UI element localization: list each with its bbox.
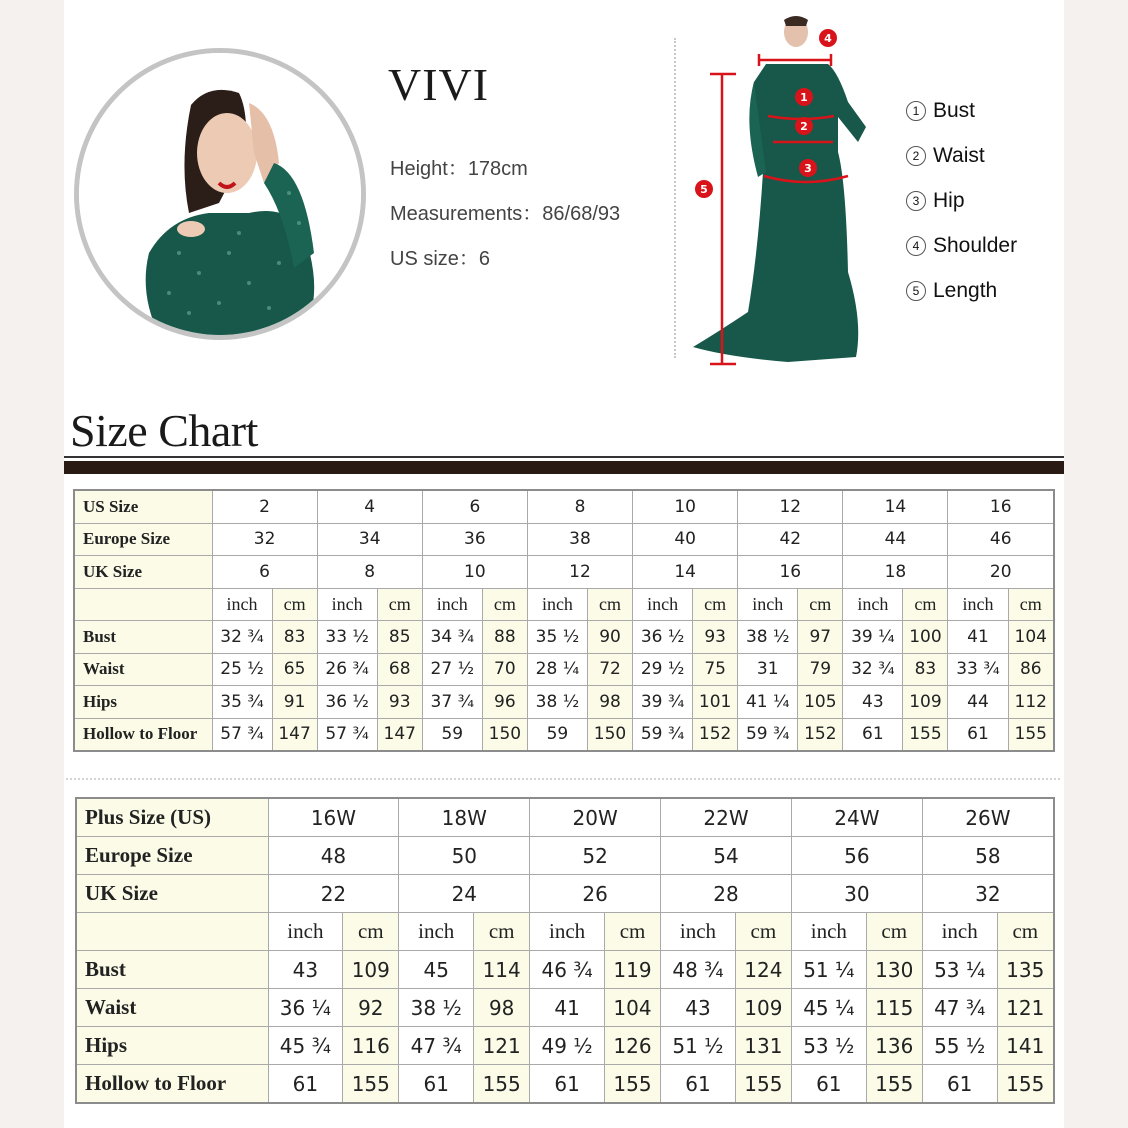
size-cell: 22 bbox=[268, 875, 399, 913]
cm-value: 121 bbox=[997, 989, 1054, 1027]
measurement-diagram bbox=[688, 12, 888, 372]
size-cell: 8 bbox=[317, 556, 422, 589]
row-label-empty bbox=[76, 913, 268, 951]
cm-value: 101 bbox=[693, 686, 738, 719]
inch-value: 55 ½ bbox=[922, 1027, 997, 1065]
inch-value: 53 ½ bbox=[791, 1027, 866, 1065]
size-cell: 8 bbox=[527, 490, 632, 523]
inch-value: 49 ½ bbox=[530, 1027, 605, 1065]
cm-value: 85 bbox=[377, 621, 422, 654]
cm-value: 109 bbox=[343, 951, 399, 989]
legend-item-waist bbox=[906, 133, 1017, 178]
row-label: Europe Size bbox=[76, 837, 268, 875]
unit-cm: cm bbox=[604, 913, 660, 951]
size-cell: 20W bbox=[530, 798, 661, 837]
unit-cm: cm bbox=[343, 913, 399, 951]
model-name: VIVI bbox=[388, 59, 490, 110]
table-divider bbox=[66, 778, 1060, 780]
cm-value: 155 bbox=[735, 1065, 791, 1104]
size-row-us bbox=[76, 798, 1054, 837]
cm-value: 92 bbox=[343, 989, 399, 1027]
size-cell: 36 bbox=[422, 523, 527, 556]
size-cell: 42 bbox=[738, 523, 843, 556]
measurement-row bbox=[76, 1065, 1054, 1104]
cm-value: 104 bbox=[604, 989, 660, 1027]
cm-value: 155 bbox=[866, 1065, 922, 1104]
legend-item-shoulder bbox=[906, 223, 1017, 268]
model-us-size bbox=[390, 242, 490, 271]
cm-value: 83 bbox=[272, 621, 317, 654]
cm-value: 126 bbox=[604, 1027, 660, 1065]
svg-text:3: 3 bbox=[804, 162, 812, 175]
inch-value: 32 ¾ bbox=[212, 621, 272, 654]
cm-value: 124 bbox=[735, 951, 791, 989]
inch-value: 39 ¾ bbox=[633, 686, 693, 719]
us-size-label: US size： bbox=[390, 248, 479, 270]
inch-value: 51 ¼ bbox=[791, 951, 866, 989]
cm-value: 72 bbox=[587, 653, 632, 686]
measurements-label: Measurements： bbox=[390, 203, 543, 225]
legend-item-length bbox=[906, 268, 1017, 313]
unit-cm: cm bbox=[866, 913, 922, 951]
size-cell: 56 bbox=[791, 837, 922, 875]
cm-value: 98 bbox=[587, 686, 632, 719]
cm-value: 97 bbox=[798, 621, 843, 654]
measurement-legend bbox=[906, 88, 1017, 313]
measurement-label: Hips bbox=[74, 686, 212, 719]
legend-label: Length bbox=[933, 278, 998, 302]
size-cell: 16 bbox=[738, 556, 843, 589]
cm-value: 155 bbox=[903, 718, 948, 751]
number-5-icon: 5 bbox=[906, 281, 926, 301]
unit-cm: cm bbox=[997, 913, 1054, 951]
size-cell: 32 bbox=[922, 875, 1054, 913]
cm-value: 70 bbox=[482, 653, 527, 686]
unit-inch: inch bbox=[527, 588, 587, 621]
size-cell: 46 bbox=[948, 523, 1054, 556]
svg-text:5: 5 bbox=[700, 183, 708, 196]
measurement-row bbox=[74, 686, 1054, 719]
measurement-row bbox=[74, 653, 1054, 686]
inch-value: 41 ¼ bbox=[738, 686, 798, 719]
unit-cm: cm bbox=[903, 588, 948, 621]
unit-cm: cm bbox=[377, 588, 422, 621]
inch-value: 35 ¾ bbox=[212, 686, 272, 719]
measurement-label: Hips bbox=[76, 1027, 268, 1065]
unit-inch: inch bbox=[530, 913, 605, 951]
size-cell: 22W bbox=[661, 798, 792, 837]
size-cell: 32 bbox=[212, 523, 317, 556]
cm-value: 114 bbox=[474, 951, 530, 989]
size-cell: 24 bbox=[399, 875, 530, 913]
dress-figure-image bbox=[688, 12, 888, 372]
model-portrait-image bbox=[79, 53, 361, 335]
size-cell: 26W bbox=[922, 798, 1054, 837]
svg-text:2: 2 bbox=[800, 120, 808, 133]
inch-value: 61 bbox=[791, 1065, 866, 1104]
cm-value: 150 bbox=[587, 718, 632, 751]
unit-inch: inch bbox=[633, 588, 693, 621]
unit-row bbox=[74, 588, 1054, 621]
cm-value: 155 bbox=[1008, 718, 1054, 751]
legend-label: Waist bbox=[933, 143, 985, 167]
cm-value: 130 bbox=[866, 951, 922, 989]
size-cell: 14 bbox=[843, 490, 948, 523]
size-row-us bbox=[74, 490, 1054, 523]
inch-value: 59 ¾ bbox=[738, 718, 798, 751]
measurement-row bbox=[76, 1027, 1054, 1065]
svg-text:4: 4 bbox=[824, 32, 832, 45]
inch-value: 28 ¼ bbox=[527, 653, 587, 686]
size-cell: 6 bbox=[422, 490, 527, 523]
size-cell: 54 bbox=[661, 837, 792, 875]
cm-value: 91 bbox=[272, 686, 317, 719]
inch-value: 43 bbox=[843, 686, 903, 719]
unit-inch: inch bbox=[317, 588, 377, 621]
cm-value: 152 bbox=[798, 718, 843, 751]
size-cell: 6 bbox=[212, 556, 317, 589]
size-cell: 52 bbox=[530, 837, 661, 875]
measurement-row bbox=[74, 718, 1054, 751]
inch-value: 37 ¾ bbox=[422, 686, 482, 719]
inch-value: 33 ¾ bbox=[948, 653, 1008, 686]
unit-cm: cm bbox=[693, 588, 738, 621]
cm-value: 155 bbox=[343, 1065, 399, 1104]
inch-value: 61 bbox=[948, 718, 1008, 751]
size-cell: 14 bbox=[633, 556, 738, 589]
cm-value: 88 bbox=[482, 621, 527, 654]
row-label: Europe Size bbox=[74, 523, 212, 556]
standard-size-table bbox=[73, 489, 1055, 752]
measurement-label: Bust bbox=[76, 951, 268, 989]
inch-value: 34 ¾ bbox=[422, 621, 482, 654]
inch-value: 61 bbox=[661, 1065, 736, 1104]
cm-value: 119 bbox=[604, 951, 660, 989]
cm-value: 121 bbox=[474, 1027, 530, 1065]
inch-value: 33 ½ bbox=[317, 621, 377, 654]
unit-inch: inch bbox=[422, 588, 482, 621]
unit-cm: cm bbox=[798, 588, 843, 621]
cm-value: 131 bbox=[735, 1027, 791, 1065]
inch-value: 51 ½ bbox=[661, 1027, 736, 1065]
inch-value: 45 bbox=[399, 951, 474, 989]
size-cell: 18W bbox=[399, 798, 530, 837]
size-cell: 58 bbox=[922, 837, 1054, 875]
inch-value: 43 bbox=[661, 989, 736, 1027]
size-row-europe bbox=[74, 523, 1054, 556]
unit-inch: inch bbox=[791, 913, 866, 951]
cm-value: 135 bbox=[997, 951, 1054, 989]
section-divider bbox=[674, 38, 676, 358]
cm-value: 150 bbox=[482, 718, 527, 751]
legend-label: Bust bbox=[933, 98, 976, 122]
unit-inch: inch bbox=[661, 913, 736, 951]
inch-value: 32 ¾ bbox=[843, 653, 903, 686]
cm-value: 136 bbox=[866, 1027, 922, 1065]
unit-inch: inch bbox=[212, 588, 272, 621]
inch-value: 47 ¾ bbox=[399, 1027, 474, 1065]
cm-value: 75 bbox=[693, 653, 738, 686]
model-measurements bbox=[390, 197, 620, 226]
unit-cm: cm bbox=[735, 913, 791, 951]
unit-cm: cm bbox=[482, 588, 527, 621]
inch-value: 46 ¾ bbox=[530, 951, 605, 989]
measurement-label: Bust bbox=[74, 621, 212, 654]
inch-value: 53 ¼ bbox=[922, 951, 997, 989]
inch-value: 59 bbox=[422, 718, 482, 751]
measurement-row bbox=[76, 989, 1054, 1027]
cm-value: 93 bbox=[693, 621, 738, 654]
size-cell: 12 bbox=[527, 556, 632, 589]
size-cell: 40 bbox=[633, 523, 738, 556]
inch-value: 35 ½ bbox=[527, 621, 587, 654]
inch-value: 38 ½ bbox=[399, 989, 474, 1027]
unit-cm: cm bbox=[587, 588, 632, 621]
unit-cm: cm bbox=[272, 588, 317, 621]
cm-value: 83 bbox=[903, 653, 948, 686]
inch-value: 41 bbox=[948, 621, 1008, 654]
model-portrait bbox=[74, 48, 366, 340]
inch-value: 36 ½ bbox=[633, 621, 693, 654]
size-cell: 10 bbox=[633, 490, 738, 523]
legend-label: Hip bbox=[933, 188, 965, 212]
cm-value: 98 bbox=[474, 989, 530, 1027]
size-cell: 16W bbox=[268, 798, 399, 837]
cm-value: 147 bbox=[377, 718, 422, 751]
inch-value: 45 ¼ bbox=[791, 989, 866, 1027]
inch-value: 44 bbox=[948, 686, 1008, 719]
measurement-label: Waist bbox=[74, 653, 212, 686]
measurement-row bbox=[74, 621, 1054, 654]
cm-value: 96 bbox=[482, 686, 527, 719]
measurement-label: Hollow to Floor bbox=[76, 1065, 268, 1104]
unit-cm: cm bbox=[474, 913, 530, 951]
cm-value: 79 bbox=[798, 653, 843, 686]
size-cell: 28 bbox=[661, 875, 792, 913]
plus-size-table bbox=[75, 797, 1055, 1104]
inch-value: 25 ½ bbox=[212, 653, 272, 686]
title-rule-thick bbox=[64, 461, 1064, 474]
number-4-icon: 4 bbox=[906, 236, 926, 256]
inch-value: 47 ¾ bbox=[922, 989, 997, 1027]
inch-value: 27 ½ bbox=[422, 653, 482, 686]
cm-value: 141 bbox=[997, 1027, 1054, 1065]
size-cell: 50 bbox=[399, 837, 530, 875]
measurements-value: 86/68/93 bbox=[542, 203, 621, 225]
size-cell: 18 bbox=[843, 556, 948, 589]
inch-value: 31 bbox=[738, 653, 798, 686]
inch-value: 57 ¾ bbox=[317, 718, 377, 751]
unit-inch: inch bbox=[738, 588, 798, 621]
inch-value: 45 ¾ bbox=[268, 1027, 343, 1065]
size-cell: 38 bbox=[527, 523, 632, 556]
size-cell: 4 bbox=[317, 490, 422, 523]
legend-item-hip bbox=[906, 178, 1017, 223]
cm-value: 68 bbox=[377, 653, 422, 686]
inch-value: 43 bbox=[268, 951, 343, 989]
cm-value: 155 bbox=[997, 1065, 1054, 1104]
unit-inch: inch bbox=[399, 913, 474, 951]
cm-value: 109 bbox=[903, 686, 948, 719]
cm-value: 100 bbox=[903, 621, 948, 654]
unit-cm: cm bbox=[1008, 588, 1054, 621]
size-row-uk bbox=[74, 556, 1054, 589]
unit-row bbox=[76, 913, 1054, 951]
size-cell: 44 bbox=[843, 523, 948, 556]
cm-value: 105 bbox=[798, 686, 843, 719]
cm-value: 115 bbox=[866, 989, 922, 1027]
unit-inch: inch bbox=[922, 913, 997, 951]
size-cell: 12 bbox=[738, 490, 843, 523]
size-chart-title: Size Chart bbox=[70, 405, 258, 456]
cm-value: 147 bbox=[272, 718, 317, 751]
row-label: Plus Size (US) bbox=[76, 798, 268, 837]
cm-value: 109 bbox=[735, 989, 791, 1027]
cm-value: 152 bbox=[693, 718, 738, 751]
us-size-value: 6 bbox=[478, 248, 491, 270]
size-cell: 16 bbox=[948, 490, 1054, 523]
cm-value: 116 bbox=[343, 1027, 399, 1065]
inch-value: 57 ¾ bbox=[212, 718, 272, 751]
number-2-icon: 2 bbox=[906, 146, 926, 166]
inch-value: 61 bbox=[399, 1065, 474, 1104]
inch-value: 61 bbox=[530, 1065, 605, 1104]
title-rule-thin bbox=[64, 456, 1064, 458]
inch-value: 36 ½ bbox=[317, 686, 377, 719]
unit-inch: inch bbox=[948, 588, 1008, 621]
cm-value: 155 bbox=[604, 1065, 660, 1104]
row-label: UK Size bbox=[74, 556, 212, 589]
inch-value: 26 ¾ bbox=[317, 653, 377, 686]
inch-value: 36 ¼ bbox=[268, 989, 343, 1027]
measurement-label: Waist bbox=[76, 989, 268, 1027]
cm-value: 104 bbox=[1008, 621, 1054, 654]
height-label: Height： bbox=[390, 158, 468, 180]
height-value: 178cm bbox=[467, 158, 528, 180]
row-label: UK Size bbox=[76, 875, 268, 913]
legend-label: Shoulder bbox=[933, 233, 1018, 257]
svg-text:1: 1 bbox=[800, 91, 808, 104]
size-cell: 48 bbox=[268, 837, 399, 875]
size-cell: 20 bbox=[948, 556, 1054, 589]
size-cell: 2 bbox=[212, 490, 317, 523]
cm-value: 112 bbox=[1008, 686, 1054, 719]
inch-value: 59 ¾ bbox=[633, 718, 693, 751]
inch-value: 38 ½ bbox=[527, 686, 587, 719]
unit-inch: inch bbox=[843, 588, 903, 621]
size-row-europe bbox=[76, 837, 1054, 875]
inch-value: 59 bbox=[527, 718, 587, 751]
size-cell: 30 bbox=[791, 875, 922, 913]
model-height bbox=[390, 152, 528, 181]
inch-value: 61 bbox=[922, 1065, 997, 1104]
row-label: US Size bbox=[74, 490, 212, 523]
measurement-label: Hollow to Floor bbox=[74, 718, 212, 751]
number-1-icon: 1 bbox=[906, 101, 926, 121]
legend-item-bust bbox=[906, 88, 1017, 133]
size-row-uk bbox=[76, 875, 1054, 913]
size-cell: 10 bbox=[422, 556, 527, 589]
measurement-row bbox=[76, 951, 1054, 989]
inch-value: 48 ¾ bbox=[661, 951, 736, 989]
row-label-empty bbox=[74, 588, 212, 621]
cm-value: 155 bbox=[474, 1065, 530, 1104]
size-cell: 26 bbox=[530, 875, 661, 913]
size-cell: 24W bbox=[791, 798, 922, 837]
inch-value: 61 bbox=[268, 1065, 343, 1104]
inch-value: 41 bbox=[530, 989, 605, 1027]
cm-value: 65 bbox=[272, 653, 317, 686]
inch-value: 61 bbox=[843, 718, 903, 751]
number-3-icon: 3 bbox=[906, 191, 926, 211]
cm-value: 90 bbox=[587, 621, 632, 654]
cm-value: 86 bbox=[1008, 653, 1054, 686]
cm-value: 93 bbox=[377, 686, 422, 719]
inch-value: 29 ½ bbox=[633, 653, 693, 686]
inch-value: 38 ½ bbox=[738, 621, 798, 654]
inch-value: 39 ¼ bbox=[843, 621, 903, 654]
unit-inch: inch bbox=[268, 913, 343, 951]
size-cell: 34 bbox=[317, 523, 422, 556]
